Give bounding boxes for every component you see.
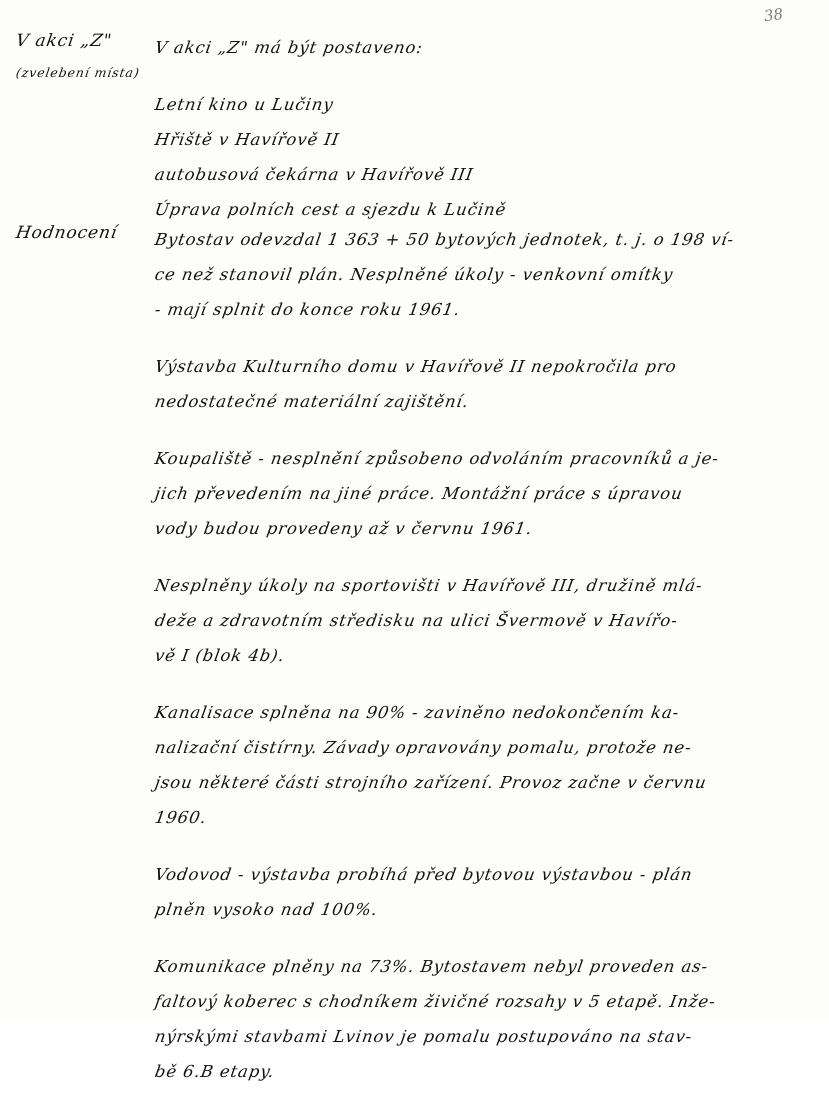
text-line: Koupaliště - nesplnění způsobeno odvoláním pracovníků a je- xyxy=(153,449,721,468)
spacer xyxy=(155,845,815,857)
spacer xyxy=(155,556,815,568)
spacer xyxy=(155,429,815,441)
text-line: Komunikace plněny na 73%. Bytostavem nebyl proveden as- xyxy=(153,957,710,976)
text-line: vody budou provedeny až v červnu 1961. xyxy=(153,519,534,538)
text-line: Vodovod - výstavba probíhá před bytovou výstavbou - plán xyxy=(153,865,695,884)
text-line: vě I (blok 4b). xyxy=(153,646,287,665)
text-line: autobusová čekárna v Havířově III xyxy=(153,165,475,184)
text-line: jsou některé části strojního zařízení. Provoz začne v červnu xyxy=(153,773,709,792)
text-line: Hřiště v Havířově II xyxy=(153,130,341,149)
spacer xyxy=(155,337,815,349)
text-line: - mají splnit do konce roku 1961. xyxy=(153,300,462,319)
paragraph xyxy=(155,857,815,927)
text-line: deže a zdravotním středisku na ulici Švermově v Havířo- xyxy=(153,611,680,630)
text-line: V akci „Z" má být postaveno: xyxy=(153,38,425,57)
paragraph xyxy=(155,568,815,673)
section-body-hodnoceni xyxy=(155,222,815,1099)
text-line: ce než stanovil plán. Nesplněné úkoly - venkovní omítky xyxy=(153,265,675,284)
text-line: Nesplněny úkoly na sportovišti v Havířově III, družině mlá- xyxy=(153,576,705,595)
section-sublabel-text: (zvelebení místa) xyxy=(14,65,141,80)
paragraph xyxy=(155,30,815,65)
spacer xyxy=(155,683,815,695)
text-line: Letní kino u Lučiny xyxy=(153,95,336,114)
paragraph xyxy=(155,695,815,835)
text-line: plněn vysoko nad 100%. xyxy=(153,900,380,919)
section-label-text: Hodnocení xyxy=(14,223,119,243)
text-line: nedostatečné materiální zajištění. xyxy=(153,392,471,411)
text-line: nalizační čistírny. Závady opravovány pomalu, protože ne- xyxy=(153,738,694,757)
page-number-mark: 38 xyxy=(762,4,785,26)
text-line: jich převedením na jiné práce. Montážní práce s úpravou xyxy=(153,484,685,503)
section-label-akce-z xyxy=(16,30,156,82)
text-line: faltový koberec s chodníkem živičné rozsahy v 5 etapě. Inže- xyxy=(153,992,718,1011)
paragraph xyxy=(155,441,815,546)
section-body-akce-z xyxy=(155,30,815,237)
text-line: Bytostav odevzdal 1 363 + 50 bytových jednotek, t. j. o 198 ví- xyxy=(153,230,736,249)
text-line: nýrskými stavbami Lvinov je pomalu postupováno na stav- xyxy=(153,1027,694,1046)
paragraph xyxy=(155,87,815,227)
paragraph xyxy=(155,222,815,327)
text-line: 1960. xyxy=(153,808,209,827)
text-line: bě 6.B etapy. xyxy=(153,1062,277,1081)
text-line: Kanalisace splněna na 90% - zaviněno nedokončením ka- xyxy=(153,703,681,722)
text-line: Výstavba Kulturního domu v Havířově II nepokročila pro xyxy=(153,357,679,376)
spacer xyxy=(155,937,815,949)
paragraph xyxy=(155,949,815,1089)
paragraph xyxy=(155,349,815,419)
section-label-text: V akci „Z" xyxy=(14,31,114,51)
spacer xyxy=(155,75,815,87)
section-label-hodnoceni xyxy=(16,222,156,244)
text-line: Úprava polních cest a sjezdu k Lučině xyxy=(153,200,508,219)
